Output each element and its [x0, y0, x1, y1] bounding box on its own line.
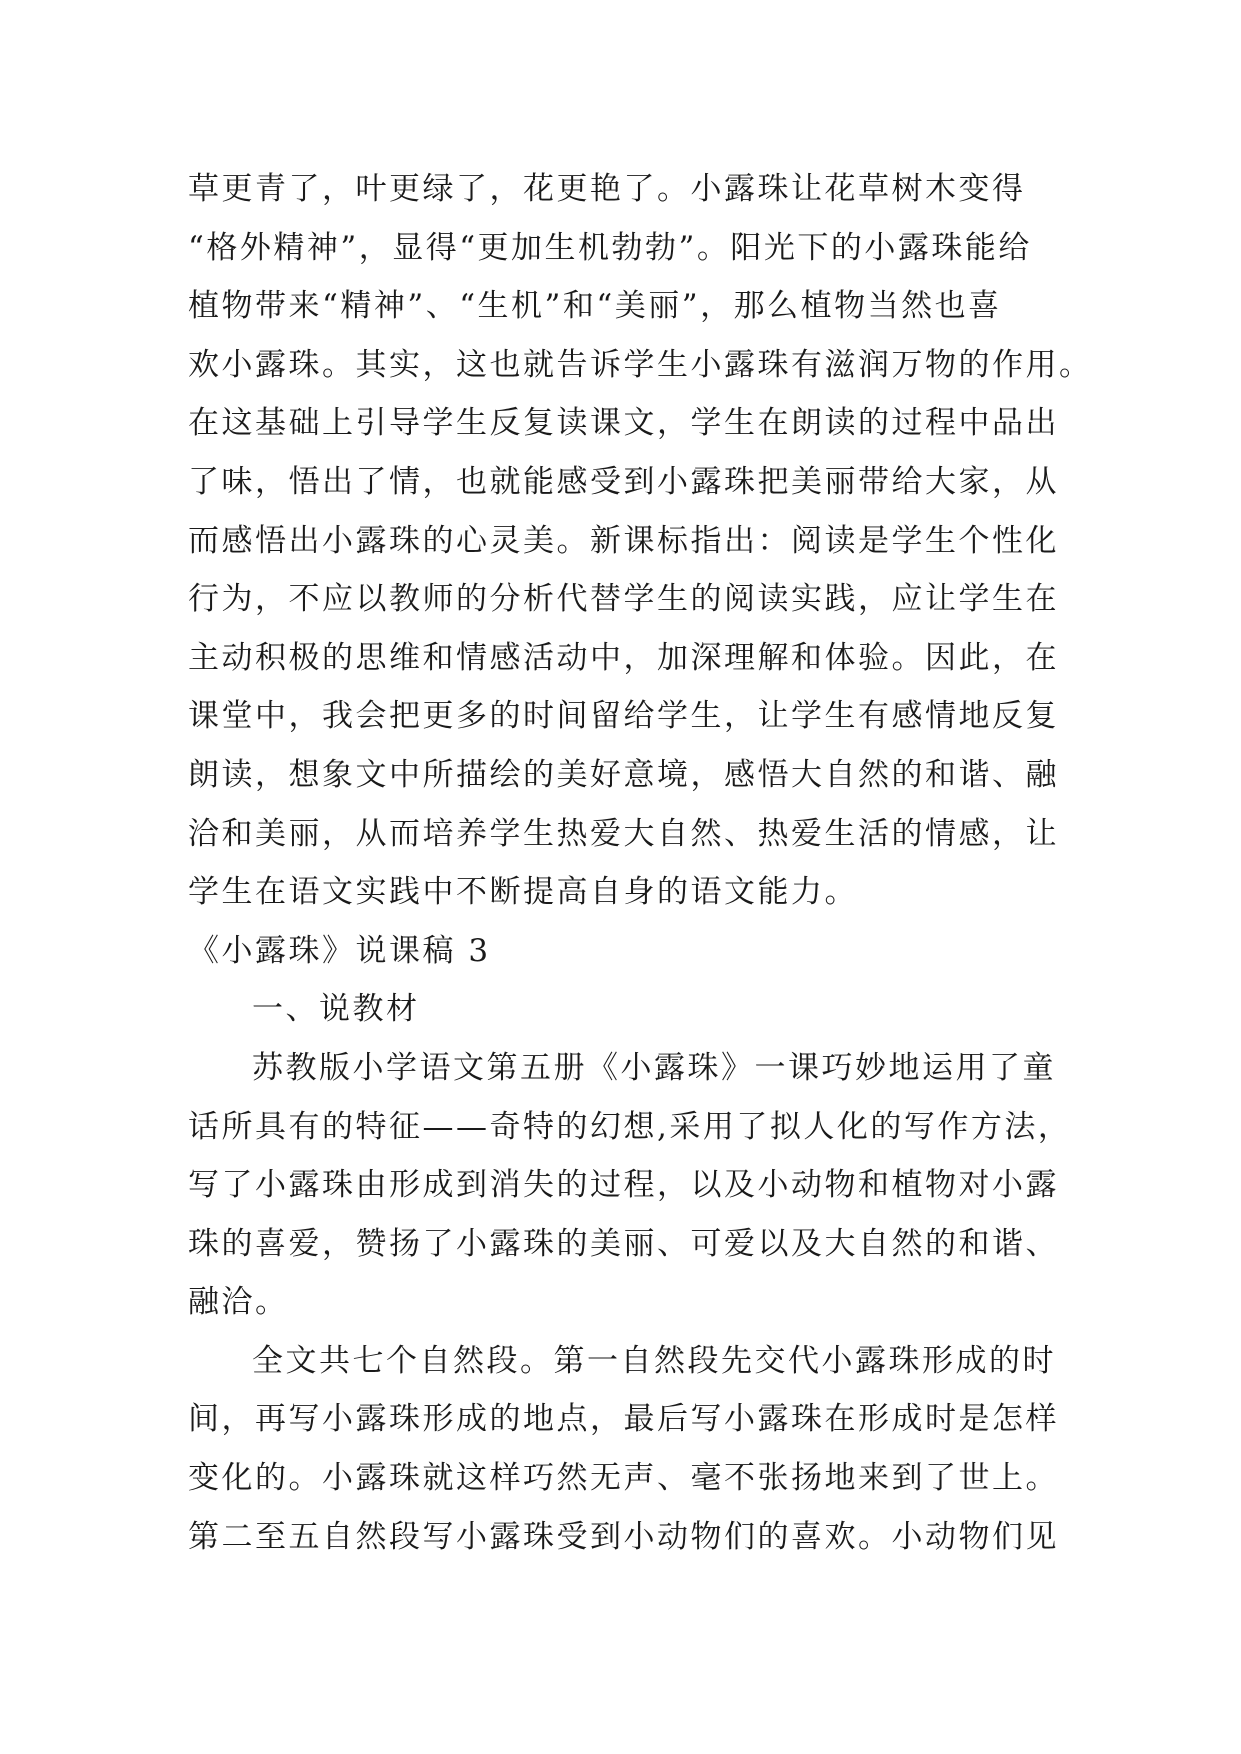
body-line: 欢小露珠。其实，这也就告诉学生小露珠有滋润万物的作用。: [188, 346, 1093, 383]
body-line: 间，再写小露珠形成的地点，最后写小露珠在形成时是怎样: [188, 1401, 1059, 1438]
body-line: 在这基础上引导学生反复读课文，学生在朗读的过程中品出: [188, 405, 1059, 442]
body-line: 植物带来“精神”、“生机”和“美丽”，那么植物当然也喜: [188, 288, 1002, 325]
body-line: 主动积极的思维和情感活动中，加深理解和体验。因此，在: [188, 639, 1059, 676]
body-line: 草更青了，叶更绿了，花更艳了。小露珠让花草树木变得: [188, 171, 1026, 207]
body-line: 苏教版小学语文第五册《小露珠》一课巧妙地运用了童: [252, 1049, 1056, 1086]
body-line: 朗读，想象文中所描绘的美好意境，感悟大自然的和谐、融: [188, 756, 1059, 793]
body-line: 了味，悟出了情，也就能感受到小露珠把美丽带给大家，从: [188, 463, 1059, 500]
body-line: 写了小露珠由形成到消失的过程，以及小动物和植物对小露: [188, 1167, 1059, 1204]
body-line: 洽和美丽，从而培养学生热爱大自然、热爱生活的情感，让: [188, 815, 1059, 852]
body-line: 全文共七个自然段。第一自然段先交代小露珠形成的时: [252, 1342, 1056, 1379]
body-line: 行为，不应以教师的分析代替学生的阅读实践，应让学生在: [188, 581, 1059, 618]
body-line: 而感悟出小露珠的心灵美。新课标指出：阅读是学生个性化: [188, 522, 1059, 559]
body-line: 第二至五自然段写小露珠受到小动物们的喜欢。小动物们见: [188, 1518, 1059, 1555]
section-heading: 一、说教材: [252, 991, 420, 1028]
body-line: 课堂中，我会把更多的时间留给学生，让学生有感情地反复: [188, 698, 1059, 735]
body-line: 融洽。: [188, 1284, 289, 1321]
body-line: “格外精神”，显得“更加生机勃勃”。阳光下的小露珠能给: [188, 229, 1032, 266]
document-body: [188, 160, 1093, 1566]
body-line: 变化的。小露珠就这样巧然无声、毫不张扬地来到了世上。: [188, 1460, 1059, 1497]
section-title: 《小露珠》说课稿 3: [188, 932, 491, 969]
body-line: 学生在语文实践中不断提高自身的语文能力。: [188, 874, 858, 911]
body-line: 话所具有的特征——奇特的幻想,采用了拟人化的写作方法，: [188, 1108, 1072, 1145]
body-line: 珠的喜爱，赞扬了小露珠的美丽、可爱以及大自然的和谐、: [188, 1225, 1059, 1262]
